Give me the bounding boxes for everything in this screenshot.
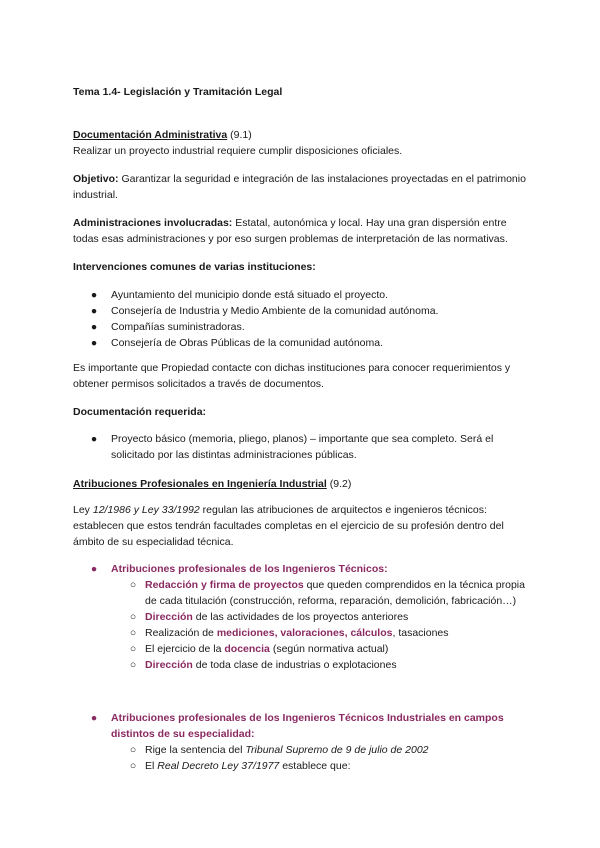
list-item-text: Realización de	[145, 627, 214, 639]
list-item	[73, 303, 533, 319]
objetivo-label: Objetivo:	[73, 173, 119, 185]
circle-bullet-icon: ○	[129, 627, 137, 639]
objetivo-text: Garantizar la seguridad e integración de las instalaciones proyectadas en el patrimonio industrial.	[73, 173, 526, 201]
ing-tecnicos-list	[73, 561, 533, 673]
atribuciones-heading-line	[73, 476, 533, 492]
doc-admin-heading-line	[73, 127, 533, 143]
list-item-text: (según normativa actual)	[272, 643, 389, 655]
atribuciones-ref: (9.2)	[329, 478, 352, 490]
bullet-icon: ●	[90, 289, 98, 301]
objetivo-paragraph	[73, 171, 533, 203]
circle-bullet-icon: ○	[129, 611, 137, 623]
highlight: mediciones, valoraciones, cálculos	[216, 627, 393, 639]
list-item-text: de toda clase de industrias o explotaciones	[195, 659, 397, 671]
list-item	[73, 287, 533, 303]
list-item-text: Ayuntamiento del municipio donde está situado el proyecto.	[111, 289, 389, 301]
ing-tecnicos-label: Atribuciones profesionales de los Ingenieros Técnicos:	[111, 563, 388, 575]
doc-requerida-label	[73, 404, 533, 420]
ley-and: y	[133, 504, 139, 516]
list-item	[73, 577, 533, 609]
list-item-text: Rige la sentencia del	[145, 744, 243, 756]
circle-bullet-icon: ○	[129, 643, 137, 655]
list-item	[73, 657, 533, 673]
doc-admin-intro: Realizar un proyecto industrial requiere cumplir disposiciones oficiales.	[73, 145, 403, 157]
highlight: docencia	[224, 643, 270, 655]
ley-paragraph	[73, 502, 533, 550]
ing-industriales-list	[73, 710, 533, 774]
list-item	[73, 431, 533, 463]
circle-bullet-icon: ○	[129, 579, 137, 591]
ing-industriales-label: Atribuciones profesionales de los Ingenieros Técnicos Industriales en campos distintos de su especialidad:	[111, 712, 504, 740]
list-item-text: , tasaciones	[392, 627, 449, 639]
list-item-text: establece que:	[282, 760, 351, 772]
list-item	[73, 758, 533, 774]
list-item-text: Proyecto básico (memoria, pliego, planos) – importante que sea completo. Será el solicitado por las distintas administraciones públicas.	[111, 433, 494, 461]
importante-paragraph: Es importante que Propiedad contacte con dichas instituciones para conocer requerimientos y obtener permisos solicitados a través de documentos.	[73, 362, 511, 390]
list-item	[73, 335, 533, 351]
list-item-text: Consejería de Obras Públicas de la comunidad autónoma.	[111, 337, 383, 349]
atribuciones-heading: Atribuciones Profesionales en Ingeniería Industrial	[73, 478, 327, 490]
ley-post: regulan las atribuciones de arquitectos e ingenieros técnicos: establecen que estos tendrán facultades completas en el ejercicio de su profesión dentro del ámbito de su especialidad técnica.	[73, 504, 504, 548]
list-item	[73, 561, 533, 577]
list-item-text: El	[145, 760, 155, 772]
document-title: Tema 1.4- Legislación y Tramitación Legal	[73, 86, 283, 98]
ley-2: Ley 33/1992	[141, 504, 200, 516]
list-item	[73, 319, 533, 335]
ley-pre: Ley	[73, 504, 90, 516]
bullet-icon: ●	[90, 433, 98, 445]
list-item	[73, 742, 533, 758]
doc-requerida-list	[73, 431, 533, 463]
highlight: Dirección	[145, 611, 193, 623]
list-item	[73, 625, 533, 641]
bullet-icon: ●	[90, 712, 98, 724]
circle-bullet-icon: ○	[129, 760, 137, 772]
circle-bullet-icon: ○	[129, 659, 137, 671]
italic-ref: Tribunal Supremo de 9 de julio de 2002	[245, 744, 429, 756]
bullet-icon: ●	[90, 305, 98, 317]
list-item-text: Compañías suministradoras.	[111, 321, 245, 333]
highlight: Redacción y firma de proyectos	[145, 579, 304, 591]
list-item	[73, 609, 533, 625]
list-item-text: El ejercicio de la	[145, 643, 222, 655]
circle-bullet-icon: ○	[129, 744, 137, 756]
bullet-icon: ●	[90, 321, 98, 333]
doc-requerida-label-text: Documentación requerida:	[73, 406, 207, 418]
ley-1: 12/1986	[92, 504, 131, 516]
administraciones-paragraph	[73, 215, 533, 247]
bullet-icon: ●	[90, 337, 98, 349]
administraciones-label: Administraciones involucradas:	[73, 217, 233, 229]
doc-admin-ref: (9.1)	[230, 129, 252, 141]
list-item	[73, 710, 533, 742]
italic-ref: Real Decreto Ley 37/1977	[157, 760, 280, 772]
list-item-text: Consejería de Industria y Medio Ambiente de la comunidad autónoma.	[111, 305, 439, 317]
bullet-icon: ●	[90, 563, 98, 575]
list-item	[73, 641, 533, 657]
list-item-text: de las actividades de los proyectos anteriores	[195, 611, 409, 623]
intervenciones-list	[73, 287, 533, 351]
administraciones-text: Estatal, autonómica y local. Hay una gran dispersión entre todas esas administraciones y por eso surgen problemas de interpretación de las normativas.	[73, 217, 508, 245]
intervenciones-label-text: Intervenciones comunes de varias instituciones:	[73, 261, 316, 273]
highlight: Dirección	[145, 659, 193, 671]
list-item-text: que queden comprendidos en la técnica propia de cada titulación (construcción, reforma, reparación, demolición, fabricación…)	[145, 579, 525, 607]
intervenciones-label	[73, 259, 533, 275]
doc-admin-heading: Documentación Administrativa	[73, 129, 228, 141]
